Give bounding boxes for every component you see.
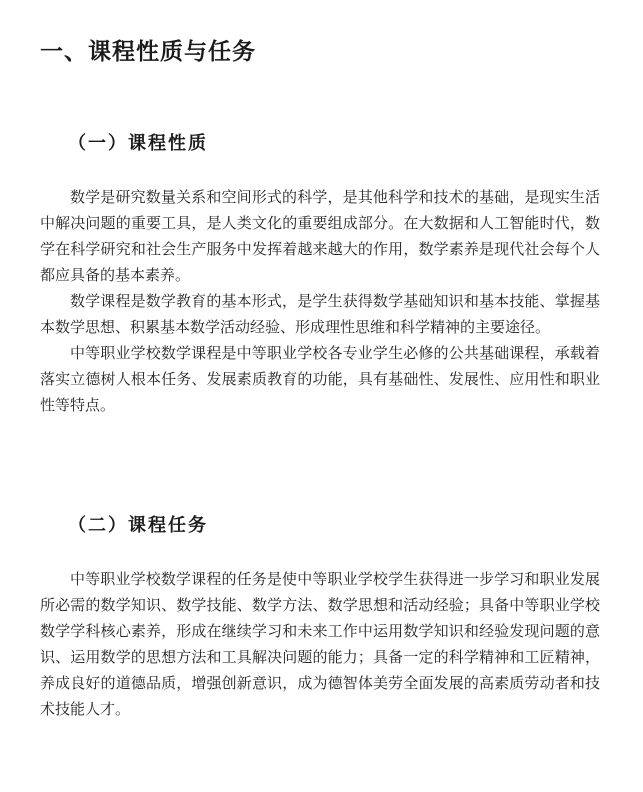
paragraph: 数学课程是数学教育的基本形式，是学生获得数学基础知识和基本技能、掌握基本数学思想、积累基本数学活动经验、形成理性思维和科学精神的主要途径。 — [40, 292, 600, 336]
section-body-course-tasks — [40, 566, 600, 722]
section-title-course-tasks: （二）课程任务 — [68, 515, 208, 536]
section-title-course-nature: （一）课程性质 — [68, 133, 208, 154]
section-body-course-nature — [40, 184, 600, 418]
paragraph: 数学是研究数量关系和空间形式的科学，是其他科学和技术的基础，是现实生活中解决问题的重要工具，是人类文化的重要组成部分。在大数据和人工智能时代，数学在科学研究和社会生产服务中发挥着越来越大的作用，数学素养是现代社会每个人都应具备的基本素养。 — [40, 188, 600, 284]
page-title: 一、课程性质与任务 — [40, 39, 256, 65]
paragraph: 中等职业学校数学课程是中等职业学校各专业学生必修的公共基础课程，承载着落实立德树人根本任务、发展素质教育的功能，具有基础性、发展性、应用性和职业性等特点。 — [40, 344, 600, 414]
paragraph: 中等职业学校数学课程的任务是使中等职业学校学生获得进一步学习和职业发展所必需的数学知识、数学技能、数学方法、数学思想和活动经验；具备中等职业学校数学学科核心素养，形成在继续学习和未来工作中运用数学知识和经验发现问题的意识、运用数学的思想方法和工具解决问题的能力；具备一定的科学精神和工匠精神，养成良好的道德品质，增强创新意识，成为德智体美劳全面发展的高素质劳动者和技术技能人才。 — [40, 570, 600, 718]
